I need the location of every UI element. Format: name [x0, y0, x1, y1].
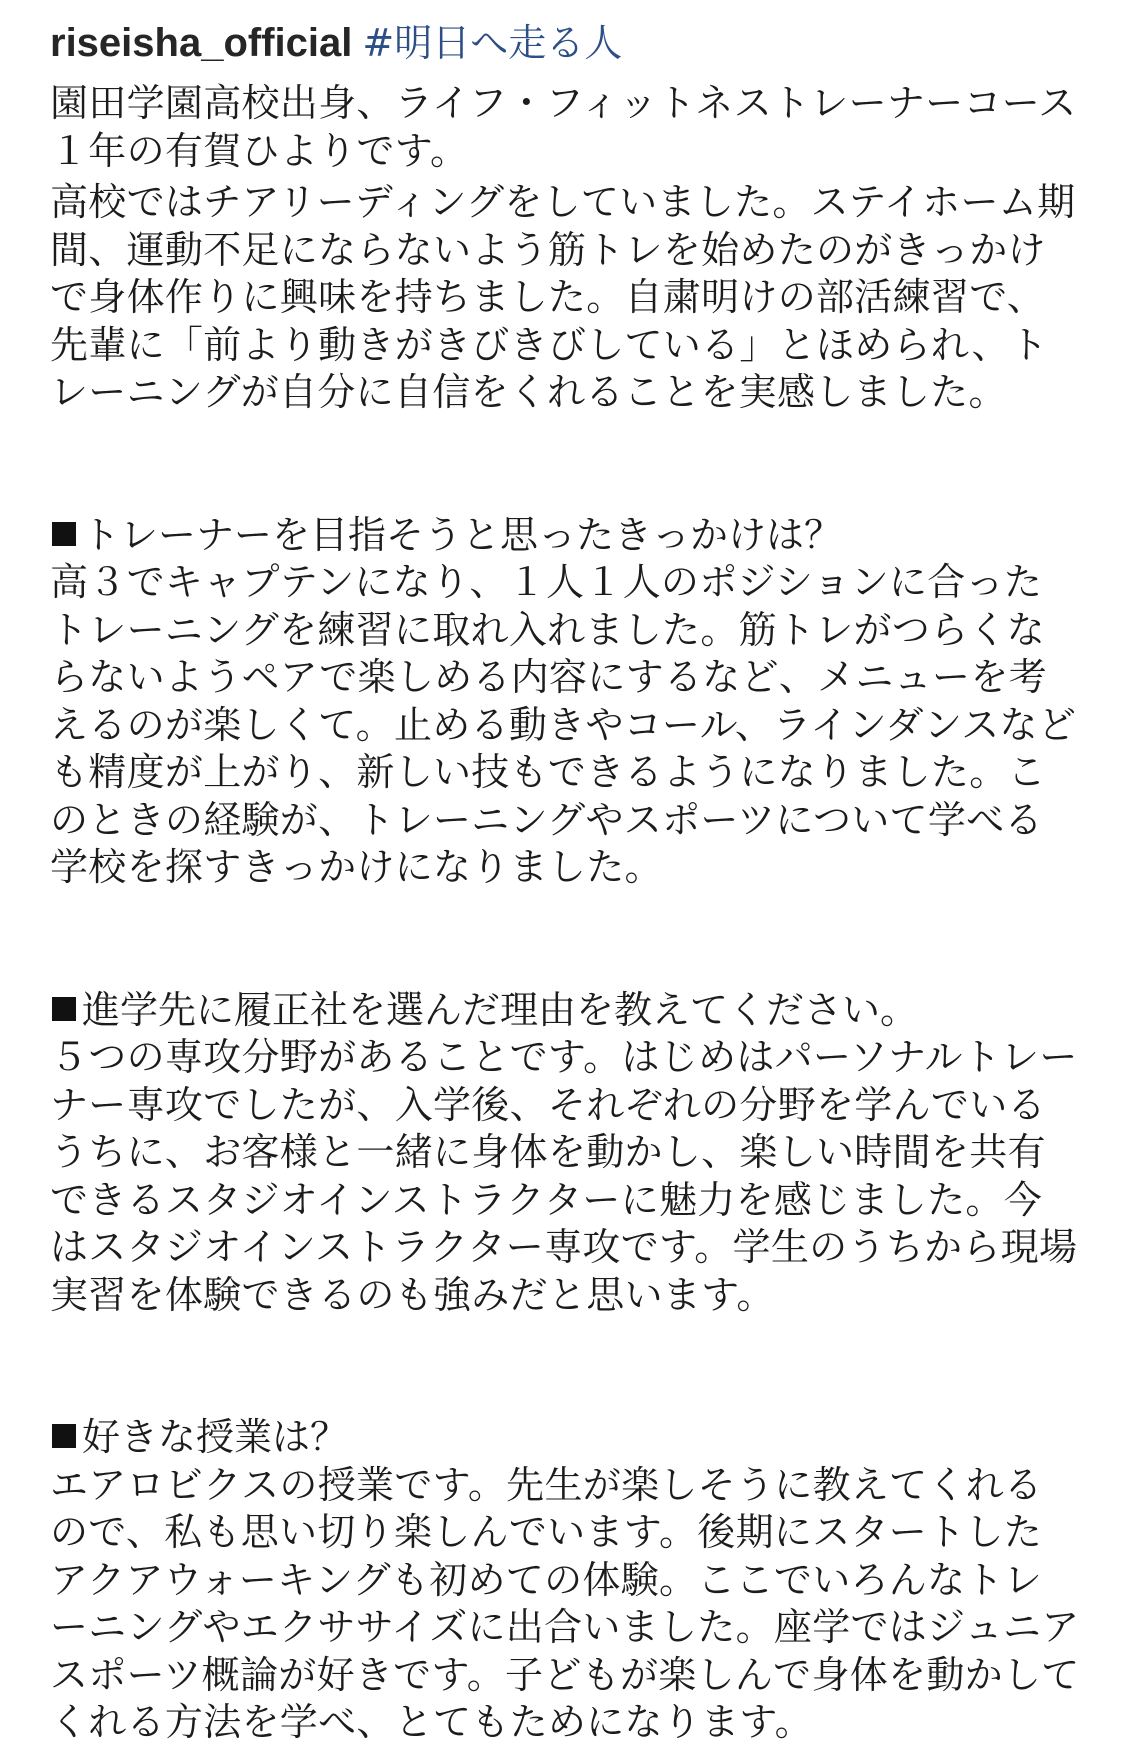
- section-heading-trainer-reason: [50, 512, 1080, 560]
- caption-header: [50, 14, 1080, 72]
- square-bullet-icon: [52, 522, 76, 546]
- paragraph-spacer: [50, 892, 1080, 987]
- username-link[interactable]: riseisha_official: [50, 21, 353, 65]
- section-heading-text: 進学先に履正社を選んだ理由を教えてください。: [82, 987, 919, 1032]
- section-heading-text: 好きな授業は？: [82, 1415, 349, 1459]
- section-body-trainer-reason: 高３でキャプテンになり、１人１人のポジションに合ったトレーニングを練習に取れ入れました。筋トレがつらくならないようペアで楽しめる内容にするなど、メニューを考えるのが楽しくて。止める動きやコール、ラインダンスなども精度が上がり、新しい技もできるようになりました。このときの経験が、トレーニングやスポーツについて学べる学校を探すきっかけになりました。: [50, 560, 1077, 889]
- intro-paragraph-1: 園田学園高校出身、ライフ・フィットネストレーナーコース１年の有賀ひよりです。: [50, 81, 1077, 173]
- square-bullet-icon: [52, 1424, 76, 1448]
- hashtag-link[interactable]: #明日へ走る人: [362, 21, 623, 65]
- section-heading-favorite-class: [50, 1414, 1080, 1462]
- post-caption: [50, 14, 1080, 1747]
- paragraph-spacer: [50, 1319, 1080, 1414]
- square-bullet-icon: [52, 997, 76, 1021]
- section-heading-school-choice: [50, 987, 1080, 1035]
- section-body-favorite-class: エアロビクスの授業です。先生が楽しそうに教えてくれるので、私も思い切り楽しんでいます。後期にスタートしたアクアウォーキングも初めての体験。ここでいろんなトレーニングやエクササイズに出合いました。座学ではジュニアスポーツ概論が好きです。子どもが楽しんで身体を動かしてくれる方法を学べ、とてもためになります。: [50, 1462, 1080, 1744]
- intro-paragraph-2: 高校ではチアリーディングをしていました。ステイホーム期間、運動不足にならないよう筋トレを始めたのがきっかけで身体作りに興味を持ちました。自粛明けの部活練習で、先輩に「前より動きがきびきびしている」とほめられ、トレーニングが自分に自信をくれることを実感しました。: [50, 180, 1076, 414]
- paragraph-spacer: [50, 417, 1080, 512]
- section-heading-text: トレーナーを目指そうと思ったきっかけは？: [82, 512, 843, 557]
- section-body-school-choice: ５つの専攻分野があることです。はじめはパーソナルトレーナー専攻でしたが、入学後、それぞれの分野を学んでいるうちに、お客様と一緒に身体を動かし、楽しい時間を共有できるスタジオインストラクターに魅力を感じました。今はスタジオインストラクター専攻です。学生のうちから現場実習を体験できるのも強みだと思います。: [50, 1035, 1078, 1317]
